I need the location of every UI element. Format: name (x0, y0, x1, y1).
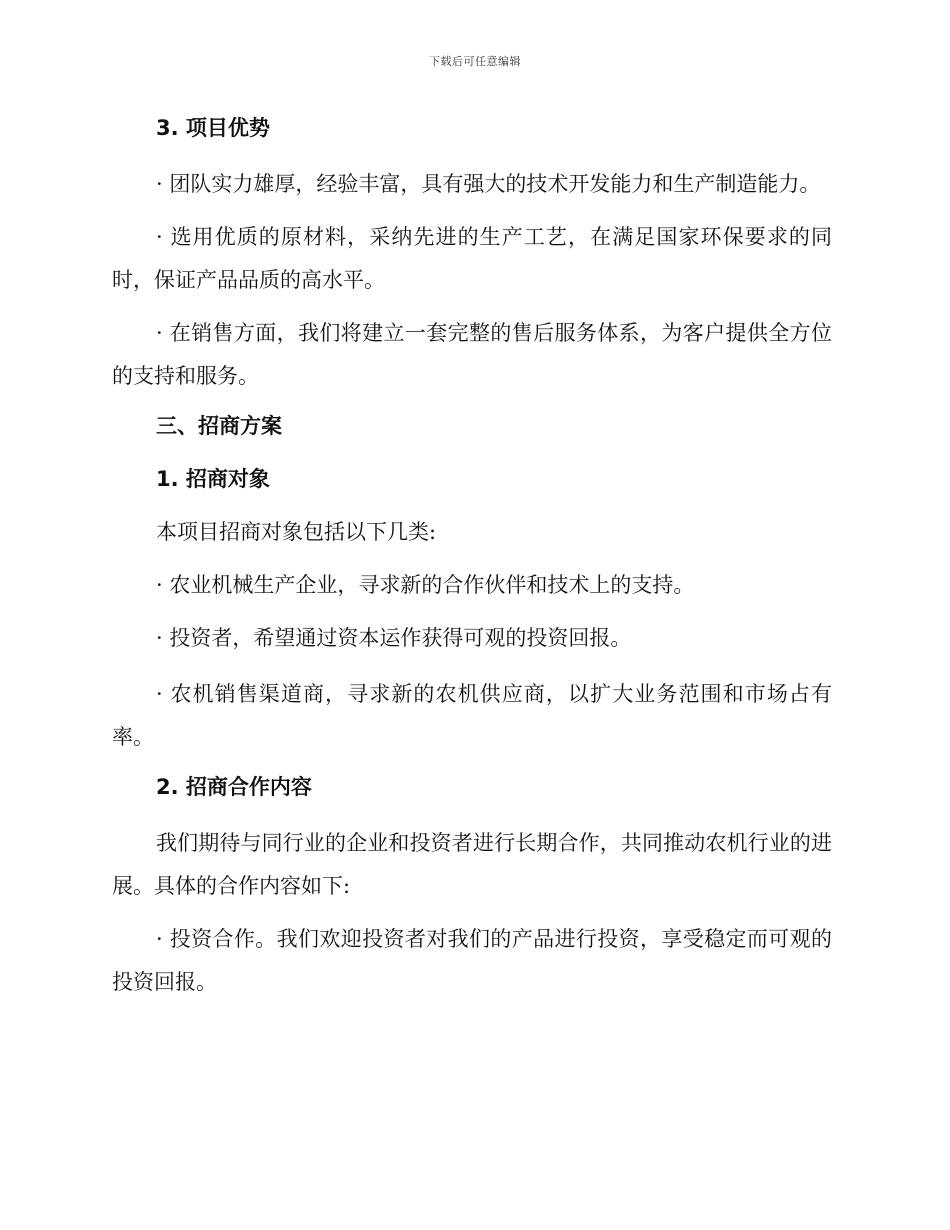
cooperation-intro: 我们期待与同行业的企业和投资者进行长期合作，共同推动农机行业的进展。具体的合作内容如下: (112, 831, 832, 898)
advantage-item-3: · 在销售方面，我们将建立一套完整的售后服务体系，为客户提供全方位的支持和服务。 (112, 321, 832, 388)
advantage-item-1: · 团队实力雄厚，经验丰富，具有强大的技术开发能力和生产制造能力。 (156, 172, 821, 196)
advantage-item-2: · 选用优质的原材料，采纳先进的生产工艺，在满足国家环保要求的同时，保证产品品质的高水平。 (112, 225, 832, 292)
targets-intro: 本项目招商对象包括以下几类: (156, 520, 437, 544)
section-heading-targets: 1. 招商对象 (156, 467, 270, 491)
target-item-1: · 农业机械生产企业，寻求新的合作伙伴和技术上的支持。 (156, 573, 695, 597)
target-item-2: · 投资者，希望通过资本运作获得可观的投资回报。 (156, 626, 632, 650)
section-heading-cooperation: 2. 招商合作内容 (156, 775, 312, 799)
target-item-3: · 农机销售渠道商，寻求新的农机供应商，以扩大业务范围和市场占有率。 (112, 682, 832, 749)
page-header-watermark: 下载后可任意编辑 (429, 55, 521, 68)
section-heading-plan: 三、招商方案 (156, 414, 282, 438)
cooperation-item-1: · 投资合作。我们欢迎投资者对我们的产品进行投资，享受稳定而可观的投资回报。 (112, 927, 832, 994)
document-body (112, 110, 832, 1014)
section-heading-advantages: 3. 项目优势 (156, 116, 270, 140)
